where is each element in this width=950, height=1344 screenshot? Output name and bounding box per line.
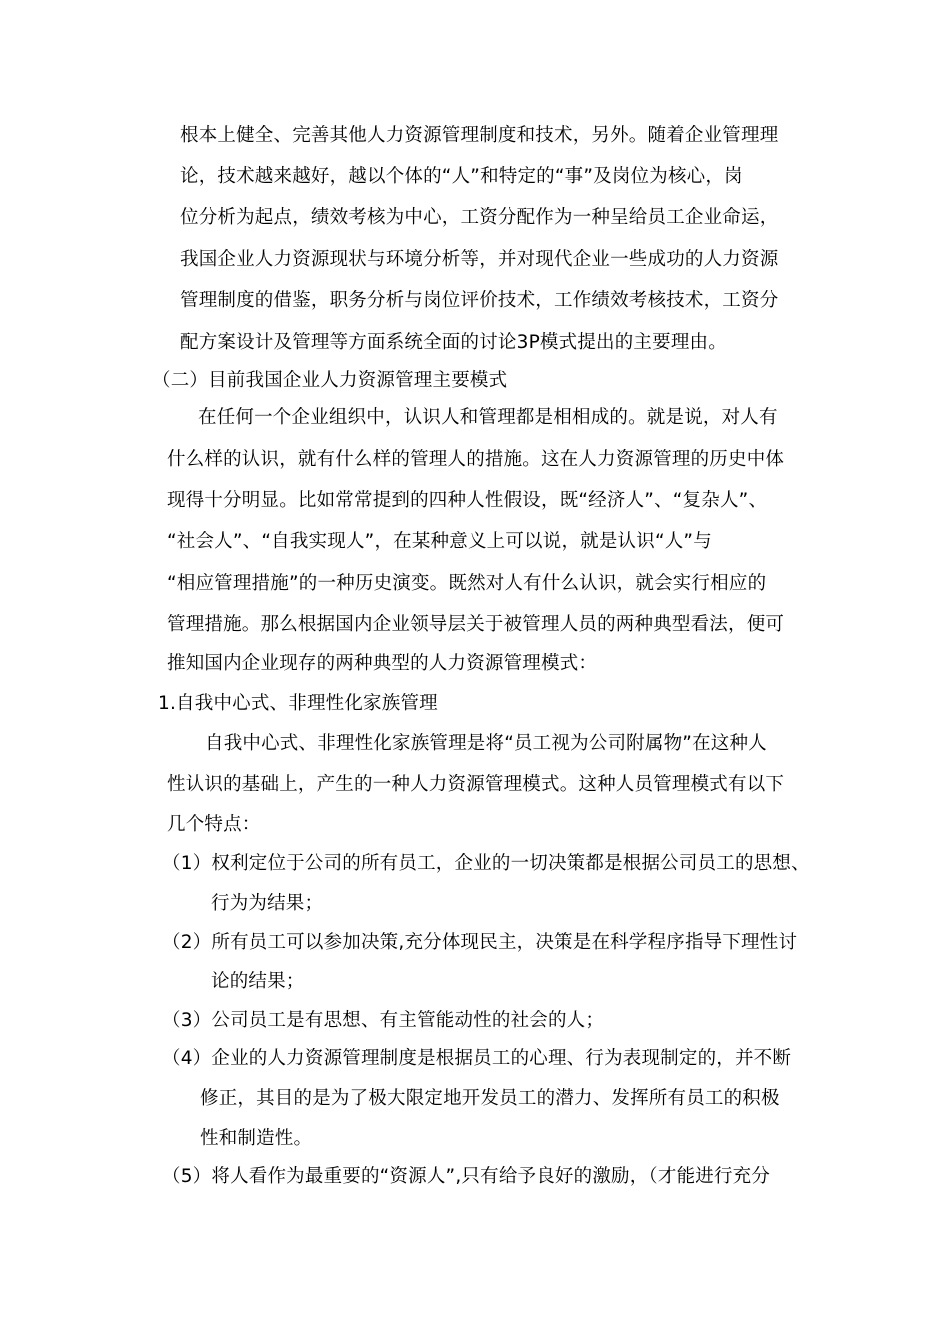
paragraph-line: 自我中心式、非理性化家族管理是将“员工视为公司附属物”在这种人 xyxy=(205,733,767,754)
list-item: （3）公司员工是有思想、有主管能动性的社会的人； xyxy=(162,1010,605,1031)
list-item-continuation: 行为为结果； xyxy=(211,893,324,914)
section-heading: （二）目前我国企业人力资源管理主要模式 xyxy=(152,370,508,391)
paragraph-line: 我国企业人力资源现状与环境分析等，并对现代企业一些成功的人力资源 xyxy=(180,249,779,270)
paragraph-line: 管理制度的借鉴，职务分析与岗位评价技术，工作绩效考核技术，工资分 xyxy=(180,290,779,311)
paragraph-line: 配方案设计及管理等方面系统全面的讨论3P模式提出的主要理由。 xyxy=(180,332,727,353)
list-item: （2）所有员工可以参加决策,充分体现民主，决策是在科学程序指导下理性讨 xyxy=(162,932,798,953)
paragraph-line: “社会人”、“自我实现人”，在某种意义上可以说，就是认识“人”与 xyxy=(167,531,712,552)
subsection-heading: 1.自我中心式、非理性化家族管理 xyxy=(158,693,438,714)
paragraph-line: 论，技术越来越好，越以个体的“人”和特定的“事”及岗位为核心，岗 xyxy=(180,166,743,187)
paragraph-line: 管理措施。那么根据国内企业领导层关于被管理人员的两种典型看法，便可 xyxy=(167,614,785,635)
list-item-continuation: 性和制造性。 xyxy=(200,1128,313,1149)
paragraph-line: 位分析为起点，绩效考核为中心，工资分配作为一种呈给员工企业命运， xyxy=(180,207,779,228)
paragraph-line: “相应管理措施”的一种历史演变。既然对人有什么认识，就会实行相应的 xyxy=(167,573,767,594)
paragraph-line: 几个特点： xyxy=(167,814,261,835)
paragraph-line: 什么样的认识，就有什么样的管理人的措施。这在人力资源管理的历史中体 xyxy=(167,449,785,470)
paragraph-line: 推知国内企业现存的两种典型的人力资源管理模式： xyxy=(167,653,598,674)
paragraph-line: 根本上健全、完善其他人力资源管理制度和技术，另外。随着企业管理理 xyxy=(180,125,779,146)
list-item: （4）企业的人力资源管理制度是根据员工的心理、行为表现制定的，并不断 xyxy=(162,1048,792,1069)
list-item: （5）将人看作为最重要的“资源人”,只有给予良好的激励，（才能进行充分 xyxy=(162,1166,771,1187)
paragraph-line: 在任何一个企业组织中，认识人和管理都是相相成的。就是说，对人有 xyxy=(198,407,778,428)
list-item: （1）权利定位于公司的所有员工，企业的一切决策都是根据公司员工的思想、 xyxy=(162,853,810,874)
paragraph-line: 性认识的基础上，产生的一种人力资源管理模式。这种人员管理模式有以下 xyxy=(167,774,785,795)
list-item-continuation: 修正，其目的是为了极大限定地开发员工的潜力、发挥所有员工的积极 xyxy=(200,1088,780,1109)
list-item-continuation: 论的结果； xyxy=(211,971,305,992)
paragraph-line: 现得十分明显。比如常常提到的四种人性假设，既“经济人”、“复杂人”、 xyxy=(167,490,768,511)
